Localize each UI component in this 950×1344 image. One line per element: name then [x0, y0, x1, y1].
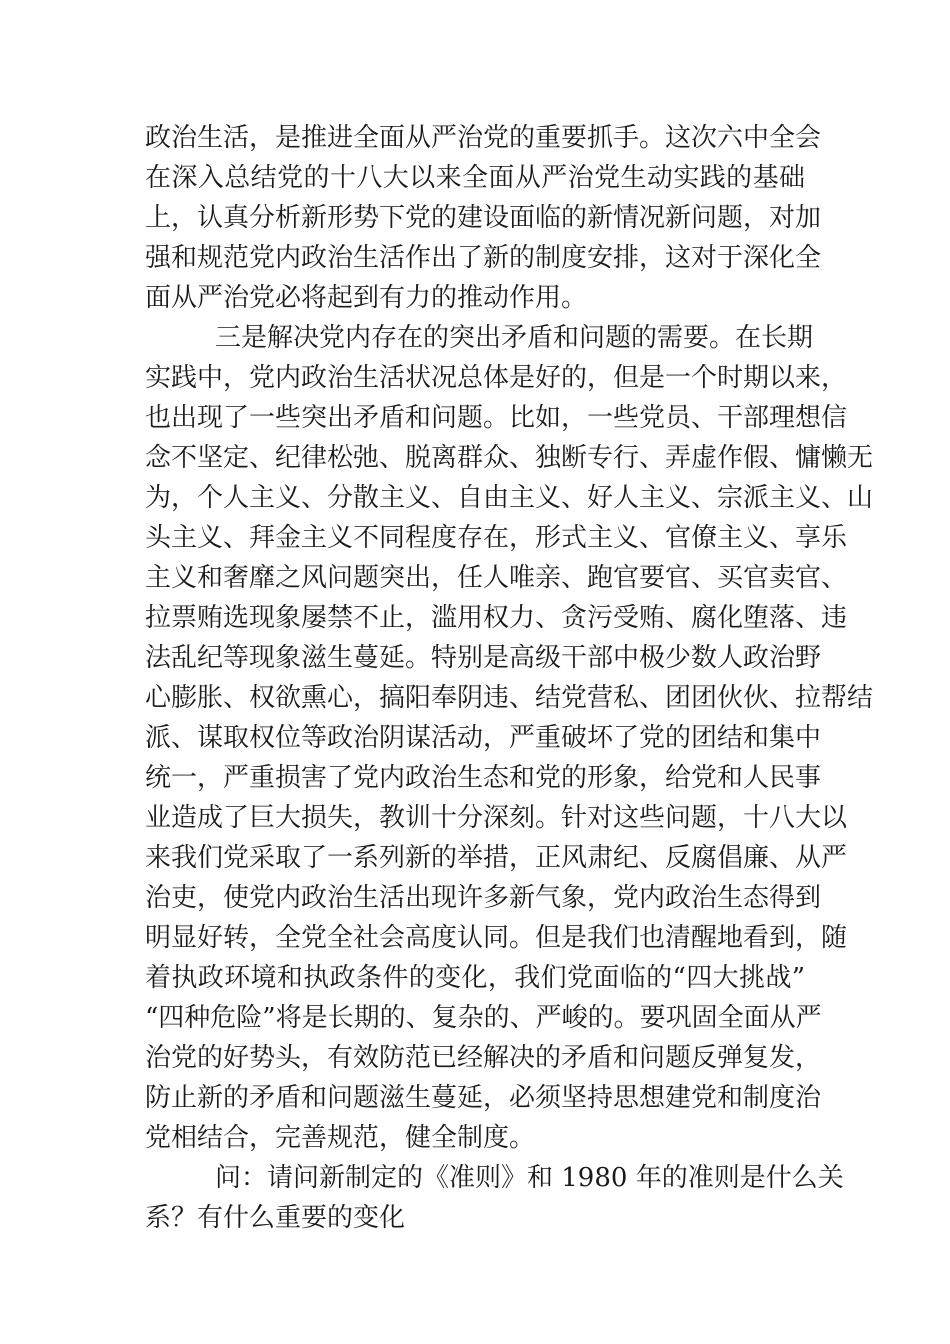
text-line: 来我们党采取了一系列新的举措，正风肃纪、反腐倡廉、从严	[145, 843, 848, 873]
text-line: 面从严治党必将起到有力的推动作用。	[145, 283, 588, 313]
text-line: 系？有什么重要的变化	[145, 1203, 406, 1233]
text-line: 法乱纪等现象滋生蔓延。特别是高级干部中极少数人政治野	[145, 643, 822, 673]
text-line: 治吏，使党内政治生活出现许多新气象，党内政治生态得到	[145, 883, 822, 913]
text-line: 统一，严重损害了党内政治生态和党的形象，给党和人民事	[145, 763, 822, 793]
text-line: 政治生活，是推进全面从严治党的重要抓手。这次六中全会	[145, 123, 822, 153]
text-line: 上，认真分析新形势下党的建设面临的新情况新问题，对加	[145, 203, 822, 233]
text-line: 明显好转，全党全社会高度认同。但是我们也清醒地看到，随	[145, 923, 848, 953]
text-line: 三是解决党内存在的突出矛盾和问题的需要。在长期	[215, 323, 814, 353]
text-line: 实践中，党内政治生活状况总体是好的，但是一个时期以来，	[145, 363, 848, 393]
text-line: 防止新的矛盾和问题滋生蔓延，必须坚持思想建党和制度治	[145, 1083, 822, 1113]
text-line: 为，个人主义、分散主义、自由主义、好人主义、宗派主义、山	[145, 483, 874, 513]
text-line: 业造成了巨大损失，教训十分深刻。针对这些问题，十八大以	[145, 803, 848, 833]
text-line: 头主义、拜金主义不同程度存在，形式主义、官僚主义、享乐	[145, 523, 848, 553]
paragraph-3-question	[145, 1158, 844, 1238]
text-line: 念不坚定、纪律松弛、脱离群众、独断专行、弄虚作假、慵懒无	[145, 443, 874, 473]
text-line: 着执政环境和执政条件的变化，我们党面临的“四大挑战”	[145, 963, 805, 993]
text-line: 也出现了一些突出矛盾和问题。比如，一些党员、干部理想信	[145, 403, 848, 433]
paragraph-2	[145, 318, 874, 1158]
document-page	[145, 118, 874, 1238]
text-line: 问：请问新制定的《准则》和 1980 年的准则是什么关	[215, 1163, 844, 1193]
text-line: 心膨胀、权欲熏心，搞阳奉阴违、结党营私、团团伙伙、拉帮结	[145, 683, 874, 713]
text-line: 治党的好势头，有效防范已经解决的矛盾和问题反弹复发，	[145, 1043, 822, 1073]
text-line: “四种危险”将是长期的、复杂的、严峻的。要巩固全面从严	[145, 1003, 822, 1033]
text-line: 派、谋取权位等政治阴谋活动，严重破坏了党的团结和集中	[145, 723, 822, 753]
text-line: 主义和奢靡之风问题突出，任人唯亲、跑官要官、买官卖官、	[145, 563, 848, 593]
text-line: 在深入总结党的十八大以来全面从严治党生动实践的基础	[145, 163, 805, 193]
text-line: 党相结合，完善规范，健全制度。	[145, 1123, 536, 1153]
text-line: 拉票贿选现象屡禁不止，滥用权力、贪污受贿、腐化堕落、违	[145, 603, 848, 633]
paragraph-1	[145, 118, 822, 318]
text-line: 强和规范党内政治生活作出了新的制度安排，这对于深化全	[145, 243, 822, 273]
